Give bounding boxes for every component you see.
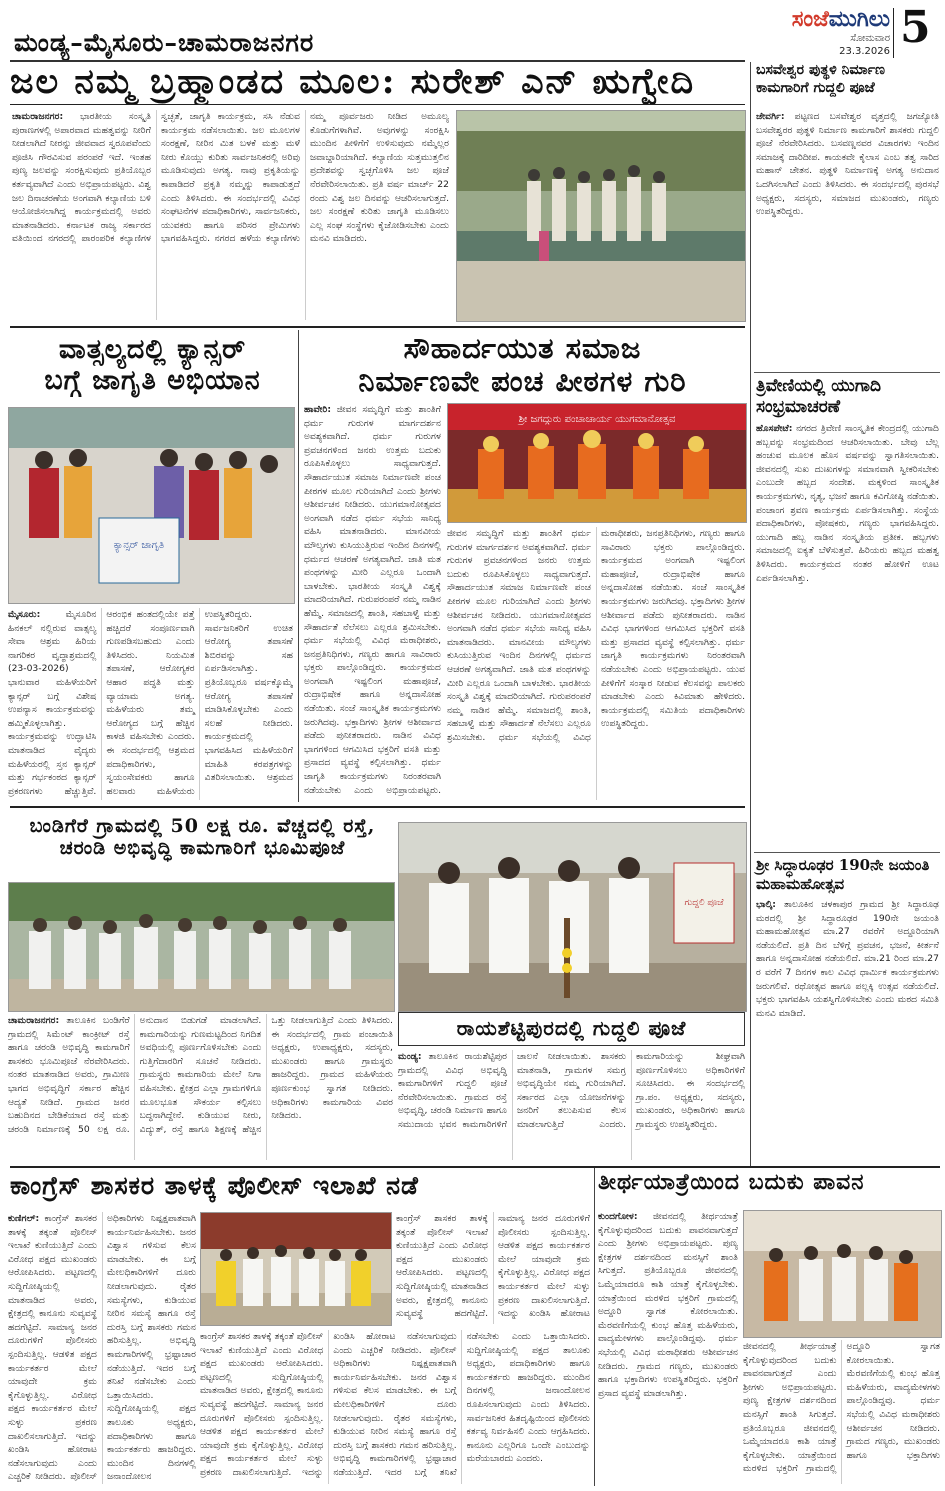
- guddali-photo-banner: ಗುದ್ದಲಿ ಪೂಜೆ: [684, 898, 724, 908]
- congress-story-body-left: [8, 1212, 196, 1484]
- sidebar-column-rule: [750, 62, 751, 1167]
- sidebar-ugadi-headline: ತ್ರಿವೇಣಿಯಲ್ಲಿ ಯುಗಾದಿ ಸಂಭ್ರಮಾಚರಣೆ: [756, 376, 882, 418]
- congress-story-headline: ಕಾಂಗ್ರೆಸ್ ಶಾಸಕರ ತಾಳಕ್ಕೆ ಪೊಲೀಸ್ ಇಲಾಖೆ ನಡೆ: [10, 1172, 419, 1200]
- harmony-headline-line2: ನಿರ್ಮಾಣವೇ ಪಂಚ ಪೀಠಗಳ ಗುರಿ: [358, 364, 687, 399]
- bandigere-story-body: [8, 1014, 393, 1160]
- sidebar-rule-2: [754, 852, 940, 853]
- water-story-bottom-rule: [10, 326, 745, 328]
- sidebar-basaveshwara-headline: ಬಸವೇಶ್ವರ ಪುತ್ಥಳಿ ನಿರ್ಮಾಣ ಕಾಮಗಾರಿಗೆ ಗುದ್ದಲಿ ಪೂಜೆ: [756, 62, 885, 96]
- harmony-story-body-right: [447, 527, 745, 800]
- cancer-column-rule: [298, 330, 299, 802]
- harmony-headline-line1: ಸೌಹಾರ್ದಯುತ ಸಮಾಜ: [403, 331, 642, 365]
- pilgrimage-story-photo: [743, 1210, 942, 1338]
- pilgrimage-story-headline: ತೀರ್ಥಯಾತ್ರೆಯಿಂದ ಬದುಕು ಪಾವನ: [598, 1170, 865, 1195]
- harmony-story-headline: [300, 332, 745, 402]
- sidebar-siddharoodha-text: ತಾಲೂಕಿನ ಚಳಕಾಪುರ ಗ್ರಾಮದ ಶ್ರೀ ಸಿದ್ಧಾರೂಢ ಮಠದಲ್ಲಿ ಶ್ರೀ ಸಿದ್ಧಾರೂಢರ 190ನೇ ಜಯಂತಿ ಮಹಾಮಹೋತ್ಸವ ಮಾ.27 ರವರೆಗೆ ಅದ್ದೂರಿಯಾಗಿ ನಡೆಯಲಿದೆ. ಪ್ರತಿ ದಿನ ಬೆಳಿಗ್ಗೆ ಪ್ರವಚನ, ಭಜನೆ, ಕೀರ್ತನೆ ಹಾಗೂ ಅನ್ನದಾಸೋಹ ನಡೆಯಲಿದೆ. ಮಾ.21 ರಿಂದ ಮಾ.27 ರ ವರೆಗೆ 7 ದಿನಗಳ ಕಾಲ ವಿವಿಧ ಧಾರ್ಮಿಕ ಕಾರ್ಯಕ್ರಮಗಳು ಜರುಗಲಿವೆ. ರಥೋತ್ಸವ ಹಾಗೂ ಪಲ್ಲಕ್ಕಿ ಉತ್ಸವ ನಡೆಯಲಿದೆ. ಭಕ್ತರು ಭಾಗವಹಿಸಿ ಯಶಸ್ವಿಗೊಳಿಸಬೇಕು ಎಂದು ಮಠದ ಸಮಿತಿ ಮನವಿ ಮಾಡಿದೆ.: [756, 899, 939, 1019]
- harmony-story-text-cont: ಜೀವನ ಸಮೃದ್ಧಿಗೆ ಮತ್ತು ಶಾಂತಿಗೆ ಧರ್ಮ ಗುರುಗಳ ಮಾರ್ಗದರ್ಶನ ಅವಶ್ಯಕವಾಗಿದೆ. ಧರ್ಮ ಗುರುಗಳ ಪ್ರವಚನಗಳಿಂದ ಜನರು ಉತ್ತಮ ಬದುಕು ರೂಪಿಸಿಕೊಳ್ಳಲು ಸಾಧ್ಯವಾಗುತ್ತದೆ. ಸೌಹಾರ್ದಯುತ ಸಮಾಜ ನಿರ್ಮಾಣವೇ ಪಂಚ ಪೀಠಗಳ ಮೂಲ ಗುರಿಯಾಗಿದೆ ಎಂದು ಶ್ರೀಗಳು ಆಶೀರ್ವಚನ ನೀಡಿದರು. ಯುಗಮಾನೋತ್ಸವದ ಅಂಗವಾಗಿ ನಡೆದ ಧರ್ಮ ಸಭೆಯ ಸಾನಿಧ್ಯ ವಹಿಸಿ ಮಾತನಾಡಿದರು. ಮಾನವೀಯ ಮೌಲ್ಯಗಳು ಕುಸಿಯುತ್ತಿರುವ ಇಂದಿನ ದಿನಗಳಲ್ಲಿ ಧರ್ಮದ ಆಚರಣೆ ಅಗತ್ಯವಾಗಿದೆ. ಜಾತಿ ಮತ ಪಂಥಗಳನ್ನು ಮೀರಿ ಎಲ್ಲರೂ ಒಂದಾಗಿ ಬಾಳಬೇಕು. ಭಾರತೀಯ ಸಂಸ್ಕೃತಿ ವಿಶ್ವಕ್ಕೆ ಮಾದರಿಯಾಗಿದೆ. ಗುರುಪರಂಪರೆ ನಮ್ಮ ನಾಡಿನ ಹೆಮ್ಮೆ. ಸಮಾಜದಲ್ಲಿ ಶಾಂತಿ, ಸಹಬಾಳ್ವೆ ಮತ್ತು ಸೌಹಾರ್ದತೆ ನೆಲೆಸಲು ಎಲ್ಲರೂ ಶ್ರಮಿಸಬೇಕು. ಧರ್ಮ ಸಭೆಯಲ್ಲಿ ವಿವಿಧ ಮಠಾಧೀಶರು, ಜನಪ್ರತಿನಿಧಿಗಳು, ಗಣ್ಯರು ಹಾಗೂ ಸಾವಿರಾರು ಭಕ್ತರು ಪಾಲ್ಗೊಂಡಿದ್ದರು. ಕಾರ್ಯಕ್ರಮದ ಅಂಗವಾಗಿ ಇಷ್ಟಲಿಂಗ ಮಹಾಪೂಜೆ, ರುದ್ರಾಭಿಷೇಕ ಹಾಗೂ ಅನ್ನದಾಸೋಹ ನಡೆಯಿತು. ಸಂಜೆ ಸಾಂಸ್ಕೃತಿಕ ಕಾರ್ಯಕ್ರಮಗಳು ಜರುಗಿದವು. ಭಕ್ತಾದಿಗಳು ಶ್ರೀಗಳ ಆಶೀರ್ವಾದ ಪಡೆದು ಪುನೀತರಾದರು. ನಾಡಿನ ವಿವಿಧ ಭಾಗಗಳಿಂದ ಆಗಮಿಸಿದ ಭಕ್ತರಿಗೆ ವಸತಿ ಮತ್ತು ಪ್ರಸಾದದ ವ್ಯವಸ್ಥೆ ಕಲ್ಪಿಸಲಾಗಿತ್ತು. ಧರ್ಮ ಜಾಗೃತಿ ಕಾರ್ಯಕ್ರಮಗಳು ನಿರಂತರವಾಗಿ ನಡೆಯಬೇಕು ಎಂದು ಅಭಿಪ್ರಾಯಪಟ್ಟರು. ಯುವ ಪೀಳಿಗೆಗೆ ಸಂಸ್ಕಾರ ನೀಡುವ ಕೆಲಸವನ್ನು ಪಾಲಕರು ಮಾಡಬೇಕು ಎಂದು ಕಿವಿಮಾತು ಹೇಳಿದರು. ಕಾರ್ಯಕ್ರಮದಲ್ಲಿ ಸಮಿತಿಯ ಪದಾಧಿಕಾರಿಗಳು ಉಪಸ್ಥಿತರಿದ್ದರು.: [447, 528, 745, 743]
- pilgrimage-story-body-right: [743, 1340, 940, 1484]
- bandigere-headline-line1: ಬಂಡಿಗೆರೆ ಗ್ರಾಮದಲ್ಲಿ 50 ಲಕ್ಷ ರೂ. ವೆಚ್ಚದಲ್ಲಿ ರಸ್ತೆ,: [29, 815, 376, 837]
- bandigere-story-dateline: ಚಾಮರಾಜನಗರ:: [8, 1015, 60, 1026]
- sidebar-siddharoodha-dateline: ಭಾಲ್ಕಿ:: [756, 899, 776, 910]
- congress-story-text: ಕಾಂಗ್ರೆಸ್ ಶಾಸಕರ ತಾಳಕ್ಕೆ ತಕ್ಕಂತೆ ಪೊಲೀಸ್ ಇಲಾಖೆ ಕುಣಿಯುತ್ತಿದೆ ಎಂದು ವಿರೋಧ ಪಕ್ಷದ ಮುಖಂಡರು ಆರೋಪಿಸಿದರು. ಪಟ್ಟಣದಲ್ಲಿ ಸುದ್ದಿಗೋಷ್ಠಿಯಲ್ಲಿ ಮಾತನಾಡಿದ ಅವರು, ಕ್ಷೇತ್ರದಲ್ಲಿ ಕಾನೂನು ಸುವ್ಯವಸ್ಥೆ ಹದಗೆಟ್ಟಿದೆ. ಸಾಮಾನ್ಯ ಜನರ ದೂರುಗಳಿಗೆ ಪೊಲೀಸರು ಸ್ಪಂದಿಸುತ್ತಿಲ್ಲ. ಆಡಳಿತ ಪಕ್ಷದ ಕಾರ್ಯಕರ್ತರ ಮೇಲೆ ಯಾವುದೇ ಕ್ರಮ ಕೈಗೊಳ್ಳುತ್ತಿಲ್ಲ. ವಿರೋಧ ಪಕ್ಷದ ಕಾರ್ಯಕರ್ತರ ಮೇಲೆ ಸುಳ್ಳು ಪ್ರಕರಣ ದಾಖಲಿಸಲಾಗುತ್ತಿದೆ. ಇದನ್ನು ಖಂಡಿಸಿ ಹೋರಾಟ ನಡೆಸಲಾಗುವುದು ಎಂದು ಎಚ್ಚರಿಕೆ ನೀಡಿದರು. ಪೊಲೀಸ್ ಅಧಿಕಾರಿಗಳು ನಿಷ್ಪಕ್ಷಪಾತವಾಗಿ ಕಾರ್ಯನಿರ್ವಹಿಸಬೇಕು. ಜನರ ವಿಶ್ವಾಸ ಗಳಿಸುವ ಕೆಲಸ ಮಾಡಬೇಕು. ಈ ಬಗ್ಗೆ ಮೇಲಧಿಕಾರಿಗಳಿಗೆ ದೂರು ನೀಡಲಾಗುವುದು. ರೈತರ ಸಮಸ್ಯೆಗಳು, ಕುಡಿಯುವ ನೀರಿನ ಸಮಸ್ಯೆ ಹಾಗೂ ರಸ್ತೆ ದುರಸ್ತಿ ಬಗ್ಗೆ ಶಾಸಕರು ಗಮನ ಹರಿಸುತ್ತಿಲ್ಲ. ಅಭಿವೃದ್ಧಿ ಕಾಮಗಾರಿಗಳಲ್ಲಿ ಭ್ರಷ್ಟಾಚಾರ ನಡೆಯುತ್ತಿದೆ. ಇದರ ಬಗ್ಗೆ ತನಿಖೆ ನಡೆಸಬೇಕು ಎಂದು ಒತ್ತಾಯಿಸಿದರು. ಸುದ್ದಿಗೋಷ್ಠಿಯಲ್ಲಿ ಪಕ್ಷದ ತಾಲೂಕು ಅಧ್ಯಕ್ಷರು, ಪದಾಧಿಕಾರಿಗಳು ಹಾಗೂ ಕಾರ್ಯಕರ್ತರು ಹಾಜರಿದ್ದರು. ಮುಂದಿನ ದಿನಗಳಲ್ಲಿ ಜನಾಂದೋಲನ: [8, 1213, 196, 1483]
- cancer-story-dateline: ಮೈಸೂರು:: [8, 609, 41, 620]
- cancer-headline-line2: ಬಗ್ಗೆ ಜಾಗೃತಿ ಅಭಿಯಾನ: [44, 365, 261, 397]
- masthead-weekday: ಸೋಮವಾರ: [850, 33, 890, 44]
- brand-name-part2: ಮುಗಿಲು: [828, 6, 890, 32]
- water-story-headline: ಜಲ ನಮ್ಮ ಬ್ರಹ್ಮಾಂಡದ ಮೂಲ: ಸುರೇಶ್ ಎನ್ ಋಗ್ವೇದಿ: [10, 62, 696, 102]
- sidebar-basaveshwara-text: ಪಟ್ಟಣದ ಬಸವೇಶ್ವರ ವೃತ್ತದಲ್ಲಿ ಜಗಜ್ಯೋತಿ ಬಸವೇಶ್ವರರ ಪುತ್ಥಳಿ ನಿರ್ಮಾಣ ಕಾಮಗಾರಿಗೆ ಶಾಸಕರು ಗುದ್ದಲಿ ಪೂಜೆ ನೆರವೇರಿಸಿದರು. ಬಸವಣ್ಣನವರ ವಿಚಾರಗಳು ಇಂದಿನ ಸಮಾಜಕ್ಕೆ ದಾರಿದೀಪ. ಕಾಯಕವೇ ಕೈಲಾಸ ಎಂಬ ತತ್ವ ಸಾರಿದ ಮಹಾನ್ ಚೇತನ. ಪುತ್ಥಳಿ ನಿರ್ಮಾಣಕ್ಕೆ ಅಗತ್ಯ ಅನುದಾನ ಒದಗಿಸಲಾಗಿದೆ ಎಂದು ತಿಳಿಸಿದರು. ಈ ಸಂದರ್ಭದಲ್ಲಿ ಪುರಸಭೆ ಅಧ್ಯಕ್ಷರು, ಸದಸ್ಯರು, ಸಮಾಜದ ಮುಖಂಡರು, ಗಣ್ಯರು ಉಪಸ್ಥಿತರಿದ್ದರು.: [756, 111, 939, 218]
- sidebar-rule-1: [754, 372, 940, 373]
- brand-logo: [740, 6, 890, 32]
- cancer-photo-banner: ಕ್ಯಾನ್ಸರ್ ಜಾಗೃತಿ: [113, 540, 165, 551]
- guddali-story-dateline: ಮಂಡ್ಯ:: [398, 1051, 422, 1062]
- congress-story-photo: [200, 1212, 392, 1326]
- page-number-divider: [893, 8, 894, 58]
- page-number: 5: [900, 2, 931, 53]
- harmony-story-photo: [447, 403, 747, 523]
- bandigere-top-rule: [10, 806, 745, 808]
- cancer-story-headline: [10, 334, 295, 404]
- cancer-headline-line1: ವಾತ್ಸಲ್ಯದಲ್ಲಿ ಕ್ಯಾನ್ಸರ್: [58, 334, 247, 365]
- sidebar-ugadi-dateline: ಹೊಸಪೇಟೆ:: [756, 423, 793, 434]
- sidebar-ugadi-body: [756, 422, 939, 850]
- bottom-section-rule: [10, 1166, 940, 1168]
- section-title: ಮಂಡ್ಯ–ಮೈಸೂರು–ಚಾಮರಾಜನಗರ: [14, 28, 315, 57]
- pilgrimage-story-text-cont: ಜೀವನದಲ್ಲಿ ತೀರ್ಥಯಾತ್ರೆ ಕೈಗೊಳ್ಳುವುದರಿಂದ ಬದುಕು ಪಾವನವಾಗುತ್ತದೆ ಎಂದು ಶ್ರೀಗಳು ಅಭಿಪ್ರಾಯಪಟ್ಟರು. ಪುಣ್ಯ ಕ್ಷೇತ್ರಗಳ ದರ್ಶನದಿಂದ ಮನಸ್ಸಿಗೆ ಶಾಂತಿ ಸಿಗುತ್ತದೆ. ಪ್ರತಿಯೊಬ್ಬರೂ ಜೀವನದಲ್ಲಿ ಒಮ್ಮೆಯಾದರೂ ಕಾಶಿ ಯಾತ್ರೆ ಕೈಗೊಳ್ಳಬೇಕು. ಯಾತ್ರೆಯಿಂದ ಮರಳಿದ ಭಕ್ತರಿಗೆ ಗ್ರಾಮದಲ್ಲಿ ಅದ್ದೂರಿ ಸ್ವಾಗತ ಕೋರಲಾಯಿತು. ಮೆರವಣಿಗೆಯಲ್ಲಿ ಕುಂಭ ಹೊತ್ತ ಮಹಿಳೆಯರು, ವಾದ್ಯಮೇಳಗಳು ಪಾಲ್ಗೊಂಡಿದ್ದವು. ಧರ್ಮ ಸಭೆಯಲ್ಲಿ ವಿವಿಧ ಮಠಾಧೀಶರು ಆಶೀರ್ವಚನ ನೀಡಿದರು. ಗ್ರಾಮದ ಗಣ್ಯರು, ಮುಖಂಡರು ಹಾಗೂ ಭಕ್ತಾದಿಗಳು: [743, 1341, 940, 1475]
- guddali-story-photo: [398, 822, 747, 1012]
- water-story-dateline: ಚಾಮರಾಜನಗರ:: [12, 111, 64, 122]
- water-story-text: ಭಾರತೀಯ ಸಂಸ್ಕೃತಿ ಪುರಾಣಗಳಲ್ಲಿ ಅಪಾರವಾದ ಮಹತ್ವವನ್ನು ನೀರಿಗೆ ನೀಡಲಾಗಿದೆ ನೀರನ್ನು ಜೀವವಾದ ಸ್ವರೂಪವೆಂದು ಪೂಜಿಸಿ ಗೌರವಿಸುವ ಪರಂಪರೆ ಇದೆ. ಇಂತಹ ಪುಣ್ಯ ಜಲವನ್ನು ಸಂರಕ್ಷಿಸುವುದು ಪ್ರತಿಯೊಬ್ಬರ ಕರ್ತವ್ಯವಾಗಿದೆ ಎಂದು ಅಭಿಪ್ರಾಯಪಟ್ಟರು. ವಿಶ್ವ ಜಲ ದಿನಾಚರಣೆಯ ಅಂಗವಾಗಿ ಕಲ್ಯಾಣಿಯ ಬಳಿ ಆಯೋಜಿಸಲಾಗಿದ್ದ ಕಾರ್ಯಕ್ರಮದಲ್ಲಿ ಅವರು ಮಾತನಾಡಿದರು. ಕರ್ನಾಟಕ ರಾಜ್ಯ ಸರ್ಕಾರದ ವತಿಯಿಂದ ನಗರದಲ್ಲಿ ಪಾರಂಪರಿಕ ಕಲ್ಯಾಣಿಗಳ ಸ್ವಚ್ಛತೆ, ಜಾಗೃತಿ ಕಾರ್ಯಕ್ರಮ, ಸಸಿ ನೆಡುವ ಕಾರ್ಯಕ್ರಮ ನಡೆಸಲಾಯಿತು. ಜಲ ಮೂಲಗಳ ಸಂರಕ್ಷಣೆ, ನೀರಿನ ಮಿತ ಬಳಕೆ ಮತ್ತು ಮಳೆ ನೀರು ಕೊಯ್ಲು ಕುರಿತು ಸಾರ್ವಜನಿಕರಲ್ಲಿ ಅರಿವು ಮೂಡಿಸುವುದು ಅಗತ್ಯ. ನಾವು ಪ್ರಕೃತಿಯನ್ನು ಕಾಪಾಡಿದರೆ ಪ್ರಕೃತಿ ನಮ್ಮನ್ನು ಕಾಪಾಡುತ್ತದೆ ಎಂದು ತಿಳಿಸಿದರು. ಈ ಸಂದರ್ಭದಲ್ಲಿ ವಿವಿಧ ಸಂಘಟನೆಗಳ ಪದಾಧಿಕಾರಿಗಳು, ಸಾರ್ವಜನಿಕರು, ಯುವಕರು ಹಾಗೂ ಪರಿಸರ ಪ್ರೇಮಿಗಳು ಭಾಗವಹಿಸಿದ್ದರು. ನಗರದ ಹಳೆಯ ಕಲ್ಯಾಣಿಗಳು ನಮ್ಮ ಪೂರ್ವಜರು ನೀಡಿದ ಅಮೂಲ್ಯ ಕೊಡುಗೆಗಳಾಗಿವೆ. ಅವುಗಳನ್ನು ಸಂರಕ್ಷಿಸಿ ಮುಂದಿನ ಪೀಳಿಗೆಗೆ ಉಳಿಸುವುದು ನಮ್ಮೆಲ್ಲರ ಜವಾಬ್ದಾರಿಯಾಗಿದೆ. ಕಲ್ಯಾಣಿಯ ಸುತ್ತಮುತ್ತಲಿನ ಪ್ರದೇಶವನ್ನು ಸ್ವಚ್ಛಗೊಳಿಸಿ ಜಲ ಪೂಜೆ ನೆರವೇರಿಸಲಾಯಿತು. ಪ್ರತಿ ವರ್ಷ ಮಾರ್ಚ್ 22 ರಂದು ವಿಶ್ವ ಜಲ ದಿನವನ್ನು ಆಚರಿಸಲಾಗುತ್ತದೆ. ಜಲ ಸಂರಕ್ಷಣೆ ಕುರಿತು ಜಾಗೃತಿ ಮೂಡಿಸಲು ಎಲ್ಲ ಸಂಘ ಸಂಸ್ಥೆಗಳು ಕೈಜೋಡಿಸಬೇಕು ಎಂದು ಮನವಿ ಮಾಡಿದರು.: [12, 111, 449, 245]
- congress-story-text-cont: ಕಾಂಗ್ರೆಸ್ ಶಾಸಕರ ತಾಳಕ್ಕೆ ತಕ್ಕಂತೆ ಪೊಲೀಸ್ ಇಲಾಖೆ ಕುಣಿಯುತ್ತಿದೆ ಎಂದು ವಿರೋಧ ಪಕ್ಷದ ಮುಖಂಡರು ಆರೋಪಿಸಿದರು. ಪಟ್ಟಣದಲ್ಲಿ ಸುದ್ದಿಗೋಷ್ಠಿಯಲ್ಲಿ ಮಾತನಾಡಿದ ಅವರು, ಕ್ಷೇತ್ರದಲ್ಲಿ ಕಾನೂನು ಸುವ್ಯವಸ್ಥೆ ಹದಗೆಟ್ಟಿದೆ. ಸಾಮಾನ್ಯ ಜನರ ದೂರುಗಳಿಗೆ ಪೊಲೀಸರು ಸ್ಪಂದಿಸುತ್ತಿಲ್ಲ. ಆಡಳಿತ ಪಕ್ಷದ ಕಾರ್ಯಕರ್ತರ ಮೇಲೆ ಯಾವುದೇ ಕ್ರಮ ಕೈಗೊಳ್ಳುತ್ತಿಲ್ಲ. ವಿರೋಧ ಪಕ್ಷದ ಕಾರ್ಯಕರ್ತರ ಮೇಲೆ ಸುಳ್ಳು ಪ್ರಕರಣ ದಾಖಲಿಸಲಾಗುತ್ತಿದೆ. ಇದನ್ನು ಖಂಡಿಸಿ ಹೋರಾಟ ನಡೆಸಲಾಗುವುದು ಎಂದು ಎಚ್ಚರಿಕೆ ನೀಡಿದರು. ಪೊಲೀಸ್ ಅಧಿಕಾರಿಗಳು ನಿಷ್ಪಕ್ಷಪಾತವಾಗಿ ಕಾರ್ಯನಿರ್ವಹಿಸಬೇಕು. ಜನರ ವಿಶ್ವಾಸ ಗಳಿಸುವ ಕೆಲಸ ಮಾಡಬೇಕು. ಈ ಬಗ್ಗೆ ಮೇಲಧಿಕಾರಿಗಳಿಗೆ ದೂರು ನೀಡಲಾಗುವುದು. ರೈತರ ಸಮಸ್ಯೆಗಳು, ಕುಡಿಯುವ ನೀರಿನ ಸಮಸ್ಯೆ ಹಾಗೂ ರಸ್ತೆ ದುರಸ್ತಿ ಬಗ್ಗೆ ಶಾಸಕರು ಗಮನ ಹರಿಸುತ್ತಿಲ್ಲ. ಅಭಿವೃದ್ಧಿ ಕಾಮಗಾರಿಗಳಲ್ಲಿ ಭ್ರಷ್ಟಾಚಾರ ನಡೆಯುತ್ತಿದೆ. ಇದರ ಬಗ್ಗೆ ತನಿಖೆ ನಡೆಸಬೇಕು ಎಂದು ಒತ್ತಾಯಿಸಿದರು. ಸುದ್ದಿಗೋಷ್ಠಿಯಲ್ಲಿ ಪಕ್ಷದ ತಾಲೂಕು ಅಧ್ಯಕ್ಷರು, ಪದಾಧಿಕಾರಿಗಳು ಹಾಗೂ ಕಾರ್ಯಕರ್ತರು ಹಾಜರಿದ್ದರು. ಮುಂದಿನ ದಿನಗಳಲ್ಲಿ ಜನಾಂದೋಲನ ರೂಪಿಸಲಾಗುವುದು ಎಂದು ತಿಳಿಸಿದರು. ಸಾರ್ವಜನಿಕರ ಹಿತದೃಷ್ಟಿಯಿಂದ ಪೊಲೀಸರು ಕರ್ತವ್ಯ ನಿರ್ವಹಿಸಲಿ ಎಂದು ಆಗ್ರಹಿಸಿದರು. ಕಾನೂನು ಎಲ್ಲರಿಗೂ ಒಂದೇ ಎಂಬುದನ್ನು ಮರೆಯಬಾರದು ಎಂದರು.: [200, 1331, 590, 1478]
- congress-story-dateline: ಕುಣಿಗಲ್:: [8, 1213, 40, 1224]
- pilgrimage-column-rule: [594, 1168, 595, 1486]
- harmony-story-body-left: [304, 403, 441, 800]
- cancer-story-text: ಮೈಸೂರಿನ ಹಿನಕಲ್ ನಲ್ಲಿರುವ ವಾತ್ಸಲ್ಯ ಸೇವಾ ಆಶ್ರಮ ಹಿರಿಯ ನಾಗರಿಕರ ವೃದ್ಧಾಶ್ರಮದಲ್ಲಿ (23-03-2026) ಭಾನುವಾರ ಮಹಿಳೆಯರಿಗೆ ಕ್ಯಾನ್ಸರ್ ಬಗ್ಗೆ ವಿಶೇಷ ಉಪನ್ಯಾಸ ಕಾರ್ಯಕ್ರಮವನ್ನು ಹಮ್ಮಿಕೊಳ್ಳಲಾಗಿತ್ತು. ಕಾರ್ಯಕ್ರಮವನ್ನು ಉದ್ಘಾಟಿಸಿ ಮಾತನಾಡಿದ ವೈದ್ಯರು ಮಹಿಳೆಯರಲ್ಲಿ ಸ್ತನ ಕ್ಯಾನ್ಸರ್ ಮತ್ತು ಗರ್ಭಕಂಠದ ಕ್ಯಾನ್ಸರ್ ಪ್ರಕರಣಗಳು ಹೆಚ್ಚುತ್ತಿವೆ. ಆರಂಭಿಕ ಹಂತದಲ್ಲಿಯೇ ಪತ್ತೆ ಹಚ್ಚಿದರೆ ಸಂಪೂರ್ಣವಾಗಿ ಗುಣಪಡಿಸಬಹುದು ಎಂದು ತಿಳಿಸಿದರು. ನಿಯಮಿತ ತಪಾಸಣೆ, ಆರೋಗ್ಯಕರ ಆಹಾರ ಪದ್ಧತಿ ಮತ್ತು ವ್ಯಾಯಾಮ ಅಗತ್ಯ. ಮಹಿಳೆಯರು ತಮ್ಮ ಆರೋಗ್ಯದ ಬಗ್ಗೆ ಹೆಚ್ಚಿನ ಕಾಳಜಿ ವಹಿಸಬೇಕು ಎಂದರು. ಈ ಸಂದರ್ಭದಲ್ಲಿ ಆಶ್ರಮದ ಪದಾಧಿಕಾರಿಗಳು, ಸ್ವಯಂಸೇವಕರು ಹಾಗೂ ಹಲವಾರು ಮಹಿಳೆಯರು ಉಪಸ್ಥಿತರಿದ್ದರು. ಸಾರ್ವಜನಿಕರಿಗೆ ಉಚಿತ ಆರೋಗ್ಯ ತಪಾಸಣೆ ಶಿಬಿರವನ್ನು ಸಹ ಏರ್ಪಡಿಸಲಾಗಿತ್ತು. ಪ್ರತಿಯೊಬ್ಬರೂ ವರ್ಷಕ್ಕೊಮ್ಮೆ ಆರೋಗ್ಯ ತಪಾಸಣೆ ಮಾಡಿಸಿಕೊಳ್ಳಬೇಕು ಎಂದು ಸಲಹೆ ನೀಡಿದರು. ಕಾರ್ಯಕ್ರಮದಲ್ಲಿ ಭಾಗವಹಿಸಿದ ಮಹಿಳೆಯರಿಗೆ ಮಾಹಿತಿ ಕರಪತ್ರಗಳನ್ನು ವಿತರಿಸಲಾಯಿತು. ಆಶ್ರಮದ: [8, 609, 293, 797]
- bandigere-story-headline: [10, 816, 395, 878]
- sidebar-ugadi-text: ನಗರದ ತ್ರಿವೇಣಿ ಸಾಂಸ್ಕೃತಿಕ ಕೇಂದ್ರದಲ್ಲಿ ಯುಗಾದಿ ಹಬ್ಬವನ್ನು ಸಂಭ್ರಮದಿಂದ ಆಚರಿಸಲಾಯಿತು. ಬೇವು ಬೆಲ್ಲ ಹಂಚುವ ಮೂಲಕ ಹೊಸ ವರ್ಷವನ್ನು ಸ್ವಾಗತಿಸಲಾಯಿತು. ಜೀವನದಲ್ಲಿ ಸುಖ ದುಃಖಗಳನ್ನು ಸಮಾನವಾಗಿ ಸ್ವೀಕರಿಸಬೇಕು ಎಂಬುದೇ ಹಬ್ಬದ ಸಂದೇಶ. ಮಕ್ಕಳಿಂದ ಸಾಂಸ್ಕೃತಿಕ ಕಾರ್ಯಕ್ರಮಗಳು, ನೃತ್ಯ, ಭಜನೆ ಹಾಗೂ ಕವಿಗೋಷ್ಠಿ ನಡೆಯಿತು. ಪಂಚಾಂಗ ಶ್ರವಣ ಕಾರ್ಯಕ್ರಮ ಏರ್ಪಡಿಸಲಾಗಿತ್ತು. ಸಂಸ್ಥೆಯ ಪದಾಧಿಕಾರಿಗಳು, ಪೋಷಕರು, ಗಣ್ಯರು ಭಾಗವಹಿಸಿದ್ದರು. ಯುಗಾದಿ ಹಬ್ಬ ನಾಡಿನ ಸಂಸ್ಕೃತಿಯ ಪ್ರತೀಕ. ಹಬ್ಬಗಳು ಸಮಾಜದಲ್ಲಿ ಐಕ್ಯತೆ ಬೆಳೆಸುತ್ತವೆ. ಹಿರಿಯರು ಹಬ್ಬದ ಮಹತ್ವ ತಿಳಿಸಿದರು. ಕಾರ್ಯಕ್ರಮದ ನಂತರ ಹೋಳಿಗೆ ಊಟ ಏರ್ಪಡಿಸಲಾಗಿತ್ತು.: [756, 423, 939, 584]
- bandigere-story-photo: [8, 882, 395, 1012]
- pilgrimage-story-text: ಜೀವನದಲ್ಲಿ ತೀರ್ಥಯಾತ್ರೆ ಕೈಗೊಳ್ಳುವುದರಿಂದ ಬದುಕು ಪಾವನವಾಗುತ್ತದೆ ಎಂದು ಶ್ರೀಗಳು ಅಭಿಪ್ರಾಯಪಟ್ಟರು. ಪುಣ್ಯ ಕ್ಷೇತ್ರಗಳ ದರ್ಶನದಿಂದ ಮನಸ್ಸಿಗೆ ಶಾಂತಿ ಸಿಗುತ್ತದೆ. ಪ್ರತಿಯೊಬ್ಬರೂ ಜೀವನದಲ್ಲಿ ಒಮ್ಮೆಯಾದರೂ ಕಾಶಿ ಯಾತ್ರೆ ಕೈಗೊಳ್ಳಬೇಕು. ಯಾತ್ರೆಯಿಂದ ಮರಳಿದ ಭಕ್ತರಿಗೆ ಗ್ರಾಮದಲ್ಲಿ ಅದ್ದೂರಿ ಸ್ವಾಗತ ಕೋರಲಾಯಿತು. ಮೆರವಣಿಗೆಯಲ್ಲಿ ಕುಂಭ ಹೊತ್ತ ಮಹಿಳೆಯರು, ವಾದ್ಯಮೇಳಗಳು ಪಾಲ್ಗೊಂಡಿದ್ದವು. ಧರ್ಮ ಸಭೆಯಲ್ಲಿ ವಿವಿಧ ಮಠಾಧೀಶರು ಆಶೀರ್ವಚನ ನೀಡಿದರು. ಗ್ರಾಮದ ಗಣ್ಯರು, ಮುಖಂಡರು ಹಾಗೂ ಭಕ್ತಾದಿಗಳು ಉಪಸ್ಥಿತರಿದ್ದರು. ಭಕ್ತರಿಗೆ ಪ್ರಸಾದ ವ್ಯವಸ್ಥೆ ಮಾಡಲಾಗಿತ್ತು.: [598, 1211, 738, 1399]
- pilgrimage-story-body-left: [598, 1210, 738, 1484]
- sidebar-basaveshwara-body: [756, 110, 939, 368]
- masthead-brand: [740, 6, 890, 58]
- sidebar-basaveshwara-dateline: ಜೇವರ್ಗಿ:: [756, 111, 785, 122]
- cancer-story-body: [8, 608, 293, 800]
- bandigere-headline-line2: ಚರಂಡಿ ಅಭಿವೃದ್ಧಿ ಕಾಮಗಾರಿಗೆ ಭೂಮಿಪೂಜೆ: [59, 836, 346, 859]
- pilgrimage-story-dateline: ಕುಂದಗೋಳ:: [598, 1211, 638, 1222]
- water-story-body: [12, 110, 449, 320]
- congress-story-body-right: [200, 1330, 590, 1484]
- water-story-photo: [456, 110, 746, 322]
- congress-story-body-upper-right: [396, 1212, 590, 1324]
- guddali-story-text: ತಾಲೂಕಿನ ರಾಯಶೆಟ್ಟಿಪುರ ಗ್ರಾಮದಲ್ಲಿ ವಿವಿಧ ಅಭಿವೃದ್ಧಿ ಕಾಮಗಾರಿಗಳಿಗೆ ಗುದ್ದಲಿ ಪೂಜೆ ನೆರವೇರಿಸಲಾಯಿತು. ಗ್ರಾಮದ ರಸ್ತೆ ಅಭಿವೃದ್ಧಿ, ಚರಂಡಿ ನಿರ್ಮಾಣ ಹಾಗೂ ಸಮುದಾಯ ಭವನ ಕಾಮಗಾರಿಗಳಿಗೆ ಚಾಲನೆ ನೀಡಲಾಯಿತು. ಶಾಸಕರು ಮಾತನಾಡಿ, ಗ್ರಾಮಗಳ ಸಮಗ್ರ ಅಭಿವೃದ್ಧಿಯೇ ನಮ್ಮ ಗುರಿಯಾಗಿದೆ. ಸರ್ಕಾರದ ಎಲ್ಲಾ ಯೋಜನೆಗಳನ್ನು ಜನರಿಗೆ ತಲುಪಿಸುವ ಕೆಲಸ ಮಾಡಲಾಗುತ್ತಿದೆ ಎಂದರು. ಕಾಮಗಾರಿಯನ್ನು ಶೀಘ್ರವಾಗಿ ಪೂರ್ಣಗೊಳಿಸಲು ಅಧಿಕಾರಿಗಳಿಗೆ ಸೂಚಿಸಿದರು. ಈ ಸಂದರ್ಭದಲ್ಲಿ ಗ್ರಾ.ಪಂ. ಅಧ್ಯಕ್ಷರು, ಸದಸ್ಯರು, ಮುಖಂಡರು, ಅಧಿಕಾರಿಗಳು ಹಾಗೂ ಗ್ರಾಮಸ್ಥರು ಉಪಸ್ಥಿತರಿದ್ದರು.: [398, 1051, 745, 1130]
- congress-story-text-cont2: ಕಾಂಗ್ರೆಸ್ ಶಾಸಕರ ತಾಳಕ್ಕೆ ತಕ್ಕಂತೆ ಪೊಲೀಸ್ ಇಲಾಖೆ ಕುಣಿಯುತ್ತಿದೆ ಎಂದು ವಿರೋಧ ಪಕ್ಷದ ಮುಖಂಡರು ಆರೋಪಿಸಿದರು. ಪಟ್ಟಣದಲ್ಲಿ ಸುದ್ದಿಗೋಷ್ಠಿಯಲ್ಲಿ ಮಾತನಾಡಿದ ಅವರು, ಕ್ಷೇತ್ರದಲ್ಲಿ ಕಾನೂನು ಸುವ್ಯವಸ್ಥೆ ಹದಗೆಟ್ಟಿದೆ. ಸಾಮಾನ್ಯ ಜನರ ದೂರುಗಳಿಗೆ ಪೊಲೀಸರು ಸ್ಪಂದಿಸುತ್ತಿಲ್ಲ. ಆಡಳಿತ ಪಕ್ಷದ ಕಾರ್ಯಕರ್ತರ ಮೇಲೆ ಯಾವುದೇ ಕ್ರಮ ಕೈಗೊಳ್ಳುತ್ತಿಲ್ಲ. ವಿರೋಧ ಪಕ್ಷದ ಕಾರ್ಯಕರ್ತರ ಮೇಲೆ ಸುಳ್ಳು ಪ್ರಕರಣ ದಾಖಲಿಸಲಾಗುತ್ತಿದೆ. ಇದನ್ನು ಖಂಡಿಸಿ ಹೋರಾಟ: [396, 1213, 590, 1320]
- bandigere-story-text: ತಾಲೂಕಿನ ಬಂಡಿಗೆರೆ ಗ್ರಾಮದಲ್ಲಿ ಸಿಮೆಂಟ್ ಕಾಂಕ್ರೀಟ್ ರಸ್ತೆ ಹಾಗೂ ಚರಂಡಿ ಅಭಿವೃದ್ಧಿ ಕಾಮಗಾರಿಗೆ ಶಾಸಕರು ಭೂಮಿಪೂಜೆ ನೆರವೇರಿಸಿದರು. ನಂತರ ಮಾತನಾಡಿದ ಅವರು, ಗ್ರಾಮೀಣ ಭಾಗದ ಅಭಿವೃದ್ಧಿಗೆ ಸರ್ಕಾರ ಹೆಚ್ಚಿನ ಆದ್ಯತೆ ನೀಡಿದೆ. ಗ್ರಾಮದ ಜನರ ಬಹುದಿನದ ಬೇಡಿಕೆಯಾದ ರಸ್ತೆ ಮತ್ತು ಚರಂಡಿ ನಿರ್ಮಾಣಕ್ಕೆ 50 ಲಕ್ಷ ರೂ. ಅನುದಾನ ಬಿಡುಗಡೆ ಮಾಡಲಾಗಿದೆ. ಕಾಮಗಾರಿಯನ್ನು ಗುಣಮಟ್ಟದಿಂದ ನಿಗದಿತ ಅವಧಿಯಲ್ಲಿ ಪೂರ್ಣಗೊಳಿಸಬೇಕು ಎಂದು ಗುತ್ತಿಗೆದಾರರಿಗೆ ಸೂಚನೆ ನೀಡಿದರು. ಗ್ರಾಮಸ್ಥರು ಕಾಮಗಾರಿಯ ಮೇಲೆ ನಿಗಾ ವಹಿಸಬೇಕು. ಕ್ಷೇತ್ರದ ಎಲ್ಲಾ ಗ್ರಾಮಗಳಿಗೂ ಮೂಲಭೂತ ಸೌಕರ್ಯ ಕಲ್ಪಿಸಲು ಬದ್ಧನಾಗಿದ್ದೇನೆ. ಕುಡಿಯುವ ನೀರು, ವಿದ್ಯುತ್, ರಸ್ತೆ ಹಾಗೂ ಶಿಕ್ಷಣಕ್ಕೆ ಹೆಚ್ಚಿನ ಒತ್ತು ನೀಡಲಾಗುತ್ತಿದೆ ಎಂದು ತಿಳಿಸಿದರು. ಈ ಸಂದರ್ಭದಲ್ಲಿ ಗ್ರಾಮ ಪಂಚಾಯಿತಿ ಅಧ್ಯಕ್ಷರು, ಉಪಾಧ್ಯಕ್ಷರು, ಸದಸ್ಯರು, ಮುಖಂಡರು ಹಾಗೂ ಗ್ರಾಮಸ್ಥರು ಹಾಜರಿದ್ದರು. ಗ್ರಾಮದ ಮಹಿಳೆಯರು ಪೂರ್ಣಕುಂಭ ಸ್ವಾಗತ ನೀಡಿದರು. ಅಧಿಕಾರಿಗಳು ಕಾಮಗಾರಿಯ ವಿವರ ನೀಡಿದರು.: [8, 1015, 393, 1135]
- guddali-story-body: [398, 1050, 745, 1160]
- masthead-date: 23.3.2026: [839, 46, 890, 57]
- guddali-story-headline: ರಾಯಶೆಟ್ಟಿಪುರದಲ್ಲಿ ಗುದ್ದಲಿ ಪೂಜೆ: [398, 1012, 745, 1046]
- harmony-photo-banner: ಶ್ರೀ ಜಗದ್ಗುರು ಪಂಚಾಚಾರ್ಯ ಯುಗಮಾನೋತ್ಸವ: [518, 414, 676, 425]
- harmony-story-text: ಜೀವನ ಸಮೃದ್ಧಿಗೆ ಮತ್ತು ಶಾಂತಿಗೆ ಧರ್ಮ ಗುರುಗಳ ಮಾರ್ಗದರ್ಶನ ಅವಶ್ಯಕವಾಗಿದೆ. ಧರ್ಮ ಗುರುಗಳ ಪ್ರವಚನಗಳಿಂದ ಜನರು ಉತ್ತಮ ಬದುಕು ರೂಪಿಸಿಕೊಳ್ಳಲು ಸಾಧ್ಯವಾಗುತ್ತದೆ. ಸೌಹಾರ್ದಯುತ ಸಮಾಜ ನಿರ್ಮಾಣವೇ ಪಂಚ ಪೀಠಗಳ ಮೂಲ ಗುರಿಯಾಗಿದೆ ಎಂದು ಶ್ರೀಗಳು ಆಶೀರ್ವಚನ ನೀಡಿದರು. ಯುಗಮಾನೋತ್ಸವದ ಅಂಗವಾಗಿ ನಡೆದ ಧರ್ಮ ಸಭೆಯ ಸಾನಿಧ್ಯ ವಹಿಸಿ ಮಾತನಾಡಿದರು. ಮಾನವೀಯ ಮೌಲ್ಯಗಳು ಕುಸಿಯುತ್ತಿರುವ ಇಂದಿನ ದಿನಗಳಲ್ಲಿ ಧರ್ಮದ ಆಚರಣೆ ಅಗತ್ಯವಾಗಿದೆ. ಜಾತಿ ಮತ ಪಂಥಗಳನ್ನು ಮೀರಿ ಎಲ್ಲರೂ ಒಂದಾಗಿ ಬಾಳಬೇಕು. ಭಾರತೀಯ ಸಂಸ್ಕೃತಿ ವಿಶ್ವಕ್ಕೆ ಮಾದರಿಯಾಗಿದೆ. ಗುರುಪರಂಪರೆ ನಮ್ಮ ನಾಡಿನ ಹೆಮ್ಮೆ. ಸಮಾಜದಲ್ಲಿ ಶಾಂತಿ, ಸಹಬಾಳ್ವೆ ಮತ್ತು ಸೌಹಾರ್ದತೆ ನೆಲೆಸಲು ಎಲ್ಲರೂ ಶ್ರಮಿಸಬೇಕು. ಧರ್ಮ ಸಭೆಯಲ್ಲಿ ವಿವಿಧ ಮಠಾಧೀಶರು, ಜನಪ್ರತಿನಿಧಿಗಳು, ಗಣ್ಯರು ಹಾಗೂ ಸಾವಿರಾರು ಭಕ್ತರು ಪಾಲ್ಗೊಂಡಿದ್ದರು. ಕಾರ್ಯಕ್ರಮದ ಅಂಗವಾಗಿ ಇಷ್ಟಲಿಂಗ ಮಹಾಪೂಜೆ, ರುದ್ರಾಭಿಷೇಕ ಹಾಗೂ ಅನ್ನದಾಸೋಹ ನಡೆಯಿತು. ಸಂಜೆ ಸಾಂಸ್ಕೃತಿಕ ಕಾರ್ಯಕ್ರಮಗಳು ಜರುಗಿದವು. ಭಕ್ತಾದಿಗಳು ಶ್ರೀಗಳ ಆಶೀರ್ವಾದ ಪಡೆದು ಪುನೀತರಾದರು. ನಾಡಿನ ವಿವಿಧ ಭಾಗಗಳಿಂದ ಆಗಮಿಸಿದ ಭಕ್ತರಿಗೆ ವಸತಿ ಮತ್ತು ಪ್ರಸಾದದ ವ್ಯವಸ್ಥೆ ಕಲ್ಪಿಸಲಾಗಿತ್ತು. ಧರ್ಮ ಜಾಗೃತಿ ಕಾರ್ಯಕ್ರಮಗಳು ನಿರಂತರವಾಗಿ ನಡೆಯಬೇಕು ಎಂದು ಅಭಿಪ್ರಾಯಪಟ್ಟರು.: [304, 404, 441, 796]
- harmony-story-dateline: ಹಾವೇರಿ:: [304, 404, 332, 415]
- cancer-story-photo: [8, 407, 295, 604]
- brand-name-part1: ಸಂಜೆ: [791, 6, 829, 32]
- sidebar-siddharoodha-body: [756, 898, 939, 1160]
- sidebar-siddharoodha-headline: ಶ್ರೀ ಸಿದ್ಧಾರೂಢರ 190ನೇ ಜಯಂತಿ ಮಹಾಮಹೋತ್ಸವ: [756, 856, 930, 893]
- water-headline-rule: [10, 104, 745, 105]
